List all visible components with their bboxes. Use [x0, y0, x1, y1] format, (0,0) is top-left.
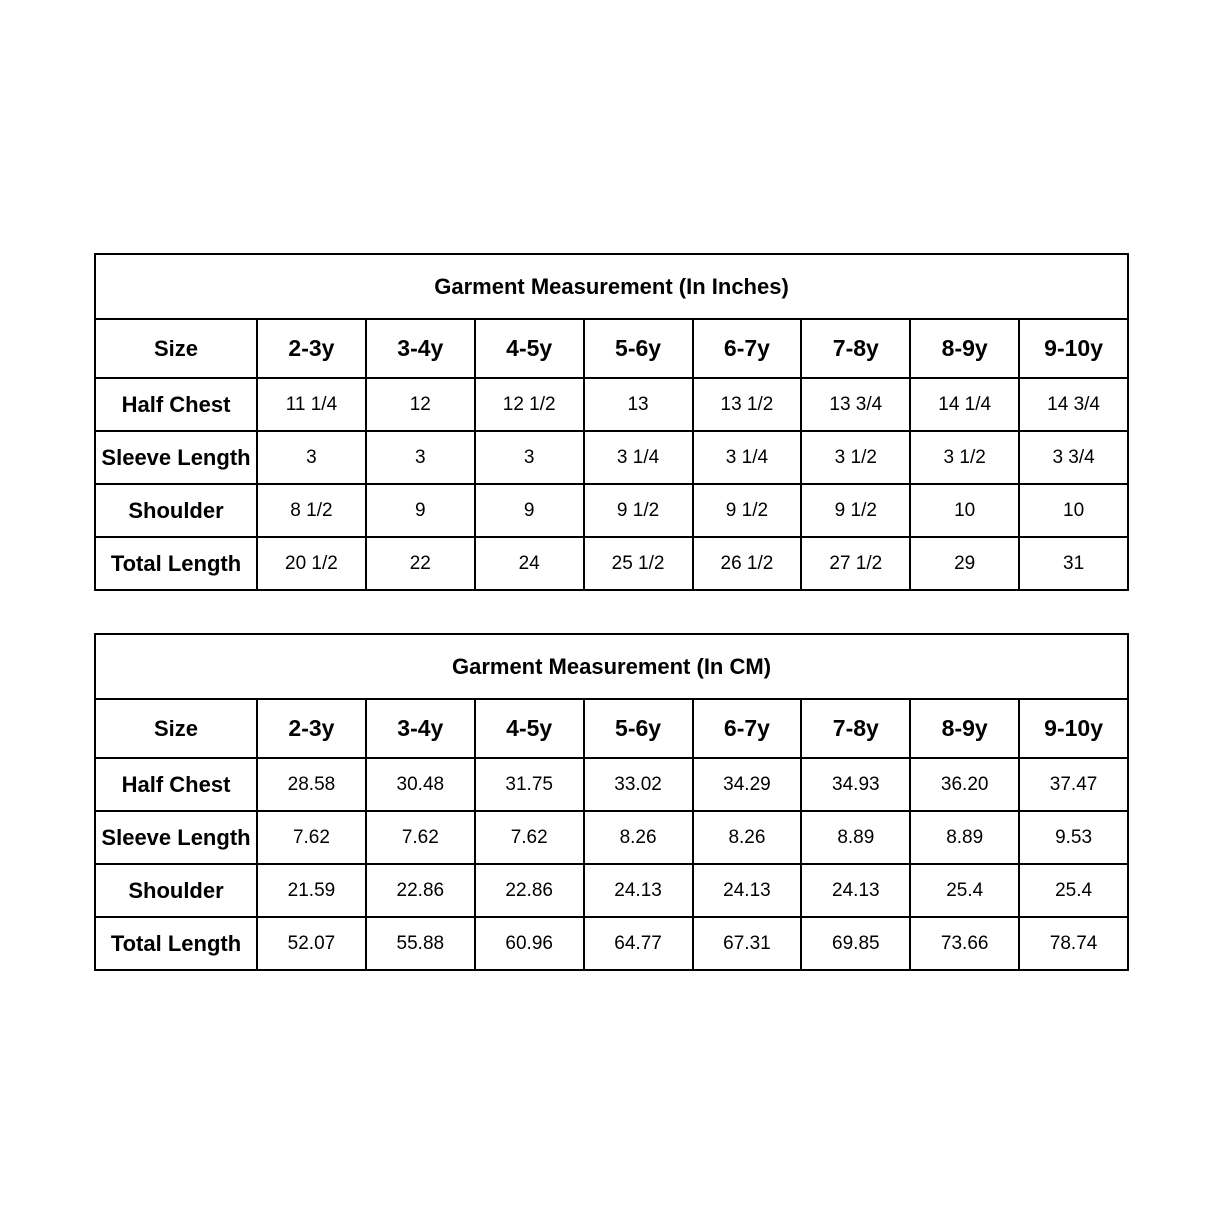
row-label-half-chest: Half Chest: [95, 758, 257, 811]
row-label-shoulder: Shoulder: [95, 864, 257, 917]
table-cell: 3: [366, 431, 475, 484]
table-cell: 10: [1019, 484, 1128, 537]
row-label-half-chest: Half Chest: [95, 378, 257, 431]
table-row-total-length: [95, 537, 1128, 590]
table-cell: 7.62: [475, 811, 584, 864]
size-header-8-9y: 8-9y: [910, 319, 1019, 378]
table-cell: 64.77: [584, 917, 693, 970]
table-row-sleeve-length: [95, 431, 1128, 484]
table-cell: 25.4: [1019, 864, 1128, 917]
table-row-half-chest: [95, 378, 1128, 431]
table-cell: 28.58: [257, 758, 366, 811]
size-header-3-4y: 3-4y: [366, 699, 475, 758]
size-header-9-10y: 9-10y: [1019, 699, 1128, 758]
table-cell: 22.86: [366, 864, 475, 917]
table-cell: 67.31: [693, 917, 802, 970]
table-cell: 24.13: [693, 864, 802, 917]
table-cell: 34.29: [693, 758, 802, 811]
table-title: Garment Measurement (In Inches): [95, 254, 1128, 319]
size-header-label: Size: [95, 319, 257, 378]
row-label-sleeve-length: Sleeve Length: [95, 431, 257, 484]
row-label-total-length: Total Length: [95, 537, 257, 590]
table-cell: 25.4: [910, 864, 1019, 917]
table-cell: 8.26: [584, 811, 693, 864]
table-cell: 31: [1019, 537, 1128, 590]
row-label-total-length: Total Length: [95, 917, 257, 970]
table-cell: 9.53: [1019, 811, 1128, 864]
table-cell: 9 1/2: [801, 484, 910, 537]
table-cell: 7.62: [366, 811, 475, 864]
table-cell: 30.48: [366, 758, 475, 811]
table-cell: 13: [584, 378, 693, 431]
table-cell: 26 1/2: [693, 537, 802, 590]
size-header-3-4y: 3-4y: [366, 319, 475, 378]
size-header-5-6y: 5-6y: [584, 699, 693, 758]
table-cell: 22: [366, 537, 475, 590]
table-cell: 8.89: [801, 811, 910, 864]
table-cell: 29: [910, 537, 1019, 590]
row-label-shoulder: Shoulder: [95, 484, 257, 537]
table-cell: 22.86: [475, 864, 584, 917]
size-header-2-3y: 2-3y: [257, 319, 366, 378]
table-cell: 10: [910, 484, 1019, 537]
table-cell: 12 1/2: [475, 378, 584, 431]
table-row-half-chest: [95, 758, 1128, 811]
table-cell: 7.62: [257, 811, 366, 864]
table-cell: 8.89: [910, 811, 1019, 864]
table-cell: 33.02: [584, 758, 693, 811]
table-title-row: [95, 254, 1128, 319]
table-cell: 9: [475, 484, 584, 537]
table-cell: 14 1/4: [910, 378, 1019, 431]
size-header-5-6y: 5-6y: [584, 319, 693, 378]
table-cell: 25 1/2: [584, 537, 693, 590]
table-cell: 37.47: [1019, 758, 1128, 811]
table-cell: 11 1/4: [257, 378, 366, 431]
table-title-row: [95, 634, 1128, 699]
inches-measurement-table: [94, 253, 1129, 591]
table-cell: 8.26: [693, 811, 802, 864]
table-cell: 34.93: [801, 758, 910, 811]
table-cell: 69.85: [801, 917, 910, 970]
size-header-6-7y: 6-7y: [693, 319, 802, 378]
table-row-total-length: [95, 917, 1128, 970]
table-cell: 36.20: [910, 758, 1019, 811]
table-cell: 3 1/2: [801, 431, 910, 484]
table-cell: 3 1/4: [584, 431, 693, 484]
size-header-row: [95, 699, 1128, 758]
table-cell: 13 1/2: [693, 378, 802, 431]
table-title: Garment Measurement (In CM): [95, 634, 1128, 699]
table-cell: 3: [257, 431, 366, 484]
table-cell: 9 1/2: [584, 484, 693, 537]
table-row-sleeve-length: [95, 811, 1128, 864]
table-cell: 20 1/2: [257, 537, 366, 590]
table-cell: 27 1/2: [801, 537, 910, 590]
size-header-6-7y: 6-7y: [693, 699, 802, 758]
size-header-4-5y: 4-5y: [475, 319, 584, 378]
table-cell: 3 1/4: [693, 431, 802, 484]
table-row-shoulder: [95, 864, 1128, 917]
table-cell: 12: [366, 378, 475, 431]
table-cell: 3 1/2: [910, 431, 1019, 484]
table-cell: 9 1/2: [693, 484, 802, 537]
row-label-sleeve-length: Sleeve Length: [95, 811, 257, 864]
table-cell: 31.75: [475, 758, 584, 811]
table-row-shoulder: [95, 484, 1128, 537]
size-header-8-9y: 8-9y: [910, 699, 1019, 758]
cm-measurement-table: [94, 633, 1129, 971]
size-header-row: [95, 319, 1128, 378]
table-cell: 3 3/4: [1019, 431, 1128, 484]
table-cell: 3: [475, 431, 584, 484]
table-cell: 24.13: [801, 864, 910, 917]
size-header-2-3y: 2-3y: [257, 699, 366, 758]
table-cell: 24.13: [584, 864, 693, 917]
size-header-7-8y: 7-8y: [801, 699, 910, 758]
table-cell: 14 3/4: [1019, 378, 1128, 431]
size-header-9-10y: 9-10y: [1019, 319, 1128, 378]
table-cell: 52.07: [257, 917, 366, 970]
table-cell: 78.74: [1019, 917, 1128, 970]
table-cell: 9: [366, 484, 475, 537]
table-cell: 13 3/4: [801, 378, 910, 431]
size-header-7-8y: 7-8y: [801, 319, 910, 378]
size-header-label: Size: [95, 699, 257, 758]
table-cell: 24: [475, 537, 584, 590]
table-cell: 73.66: [910, 917, 1019, 970]
table-cell: 60.96: [475, 917, 584, 970]
table-cell: 8 1/2: [257, 484, 366, 537]
table-cell: 21.59: [257, 864, 366, 917]
size-header-4-5y: 4-5y: [475, 699, 584, 758]
table-cell: 55.88: [366, 917, 475, 970]
